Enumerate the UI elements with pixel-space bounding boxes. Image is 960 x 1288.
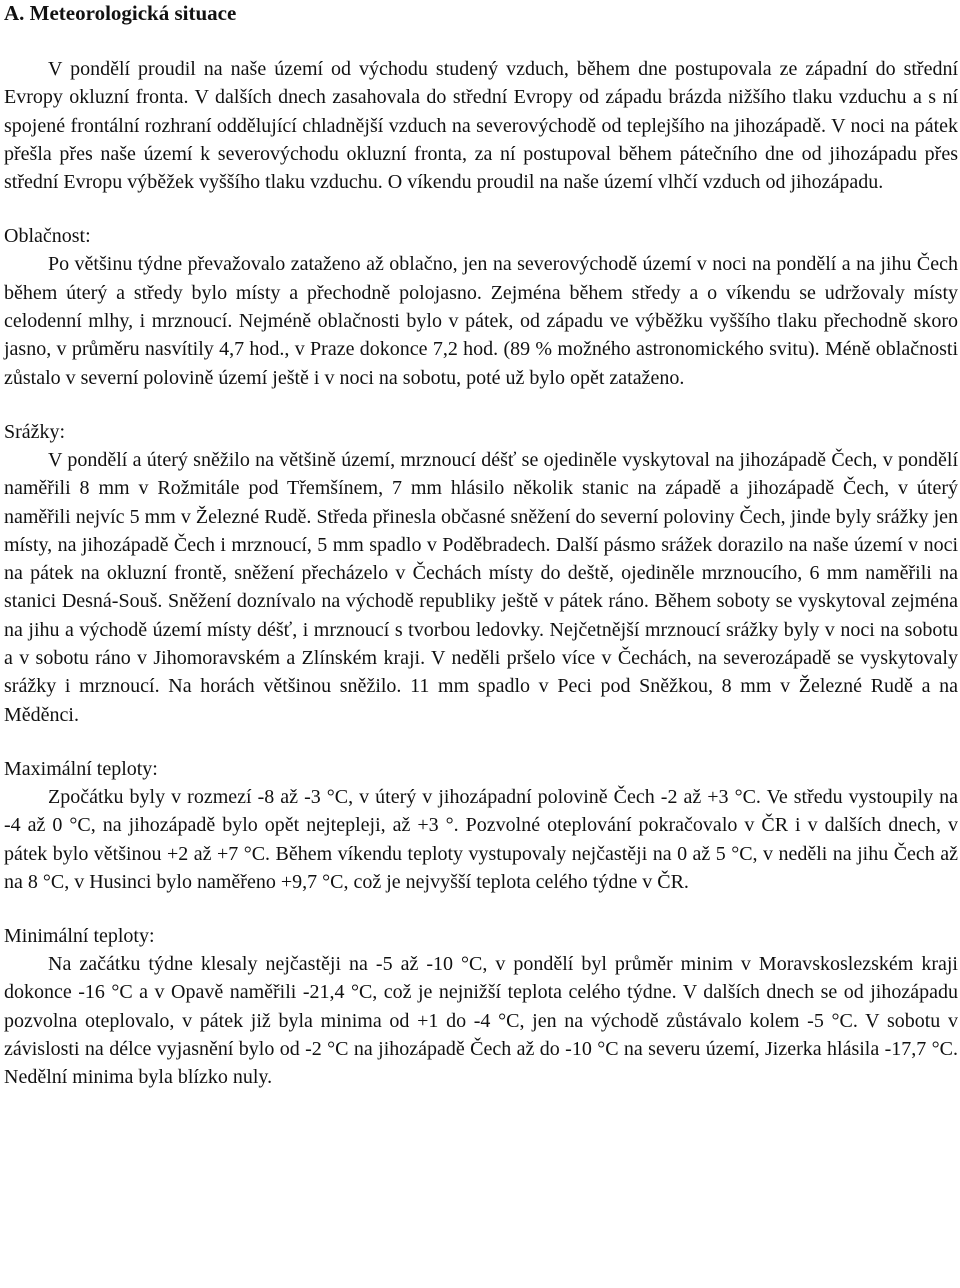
meteo-situation-paragraph: V pondělí proudil na naše území od východu studený vzduch, během dne postupovala ze západní do střední Evropy okluzní fronta. V dalších dnech zasahovala do střední Evropy od západu brázda nižšího tlaku vzduchu a s ní spojené frontální rozhraní oddělující chladnější vzduch na severovýchodě od teplejšího na jihozápadě. V noci na pátek přešla přes naše území k severovýchodu okluzní fronta, za ní postupoval během pátečního dne od jihozápadu přes střední Evropu výběžek vyššího tlaku vzduchu. O víkendu proudil na naše území vlhčí vzduch od jihozápadu. xyxy=(4,58,958,194)
spacer xyxy=(4,196,958,222)
spacer xyxy=(4,27,958,55)
section-heading: A. Meteorologická situace xyxy=(4,1,237,25)
spacer xyxy=(4,896,958,922)
max-temperature-label: Maximální teploty: xyxy=(4,757,158,780)
min-temperature-paragraph: Na začátku týdne klesaly nejčastěji na -5 až -10 °C, v pondělí byl průměr minim v Moravskoslezském kraji dokonce -16 °C a v Opavě naměřili -21,4 °C, což je nejnižší teplota celého týdne. V dalších dnech se od jihozápadu pozvolna oteplovalo, v pátek již byla minima od +1 do -4 °C, jen na východě zůstávalo kolem -5 °C. V sobotu v závislosti na délce vyjasnění bylo od -2 °C na jihozápadě Čech až do -10 °C na severu území, Jizerka hlásila -17,7 °C. Nedělní minima byla blízko nuly. xyxy=(4,953,958,1089)
min-temperature-label: Minimální teploty: xyxy=(4,925,155,948)
max-temperature-paragraph: Zpočátku byly v rozmezí -8 až -3 °C, v úterý v jihozápadní polovině Čech -2 až +3 °C. Ve středu vystoupily na -4 až 0 °C, na jihozápadě bylo opět nejtepleji, až +3 °. Pozvolné oteplování pokračovalo v ČR i v dalších dnech, v pátek bylo většinou +2 až +7 °C. Během víkendu teploty vystupovaly nejčastěji na 0 až 5 °C, v neděli na jihu Čech až na 8 °C, v Husinci bylo naměřeno +9,7 °C, což je nejvyšší teplota celého týdne v ČR. xyxy=(4,785,958,893)
spacer xyxy=(4,729,958,755)
precipitation-label: Srážky: xyxy=(4,420,66,443)
cloudiness-label: Oblačnost: xyxy=(4,225,91,248)
spacer xyxy=(4,392,958,418)
cloudiness-paragraph: Po většinu týdne převažovalo zataženo až oblačno, jen na severovýchodě území v noci na pondělí a na jihu Čech během úterý a středy bylo místy a přechodně polojasno. Zejména během středy a o víkendu se udržovaly místy celodenní mlhy, i mrznoucí. Nejméně oblačnosti bylo v pátek, od západu ve výběžku vyššího tlaku přechodně skoro jasno, v průměru nasvítily 4,7 hod., v Praze dokonce 7,2 hod. (89 % možného astronomického svitu). Méně oblačnosti zůstalo v severní polovině území ještě i v noci na sobotu, poté už bylo opět zataženo. xyxy=(4,253,958,389)
precipitation-paragraph: V pondělí a úterý sněžilo na většině území, mrznoucí déšť se ojediněle vyskytoval na jihozápadě Čech, v pondělí naměřili 8 mm v Rožmitále pod Třemšínem, 7 mm hlásilo několik stanic na západě a jihozápadě Čech, v úterý naměřili nejvíc 5 mm v Železné Rudě. Středa přinesla občasné sněžení do severní poloviny Čech, jinde byly srážky jen místy, na jihozápadě Čech i mrznoucí, 5 mm spadlo v Poděbradech. Další pásmo srážek dorazilo na naše území v noci na pátek na okluzní frontě, sněžení přecházelo v Čechách místy do deště, ojediněle mrznoucího, 6 mm naměřili na stanici Desná-Souš. Sněžení doznívalo na východě republiky ještě v pátek ráno. Během soboty se vyskytoval zejména na jihu a východě území místy déšť, i mrznoucí s tvorbou ledovky. Nejčetnější mrznoucí srážky byly v noci na sobotu a v sobotu ráno v Jihomoravském a Zlínském kraji. V neděli pršelo více v Čechách, na severozápadě se vyskytovaly srážky i mrznoucí. Na horách většinou sněžilo. 11 mm spadlo v Peci pod Sněžkou, 8 mm v Železné Rudě a na Měděnci. xyxy=(4,448,958,726)
document-page xyxy=(4,0,958,1092)
